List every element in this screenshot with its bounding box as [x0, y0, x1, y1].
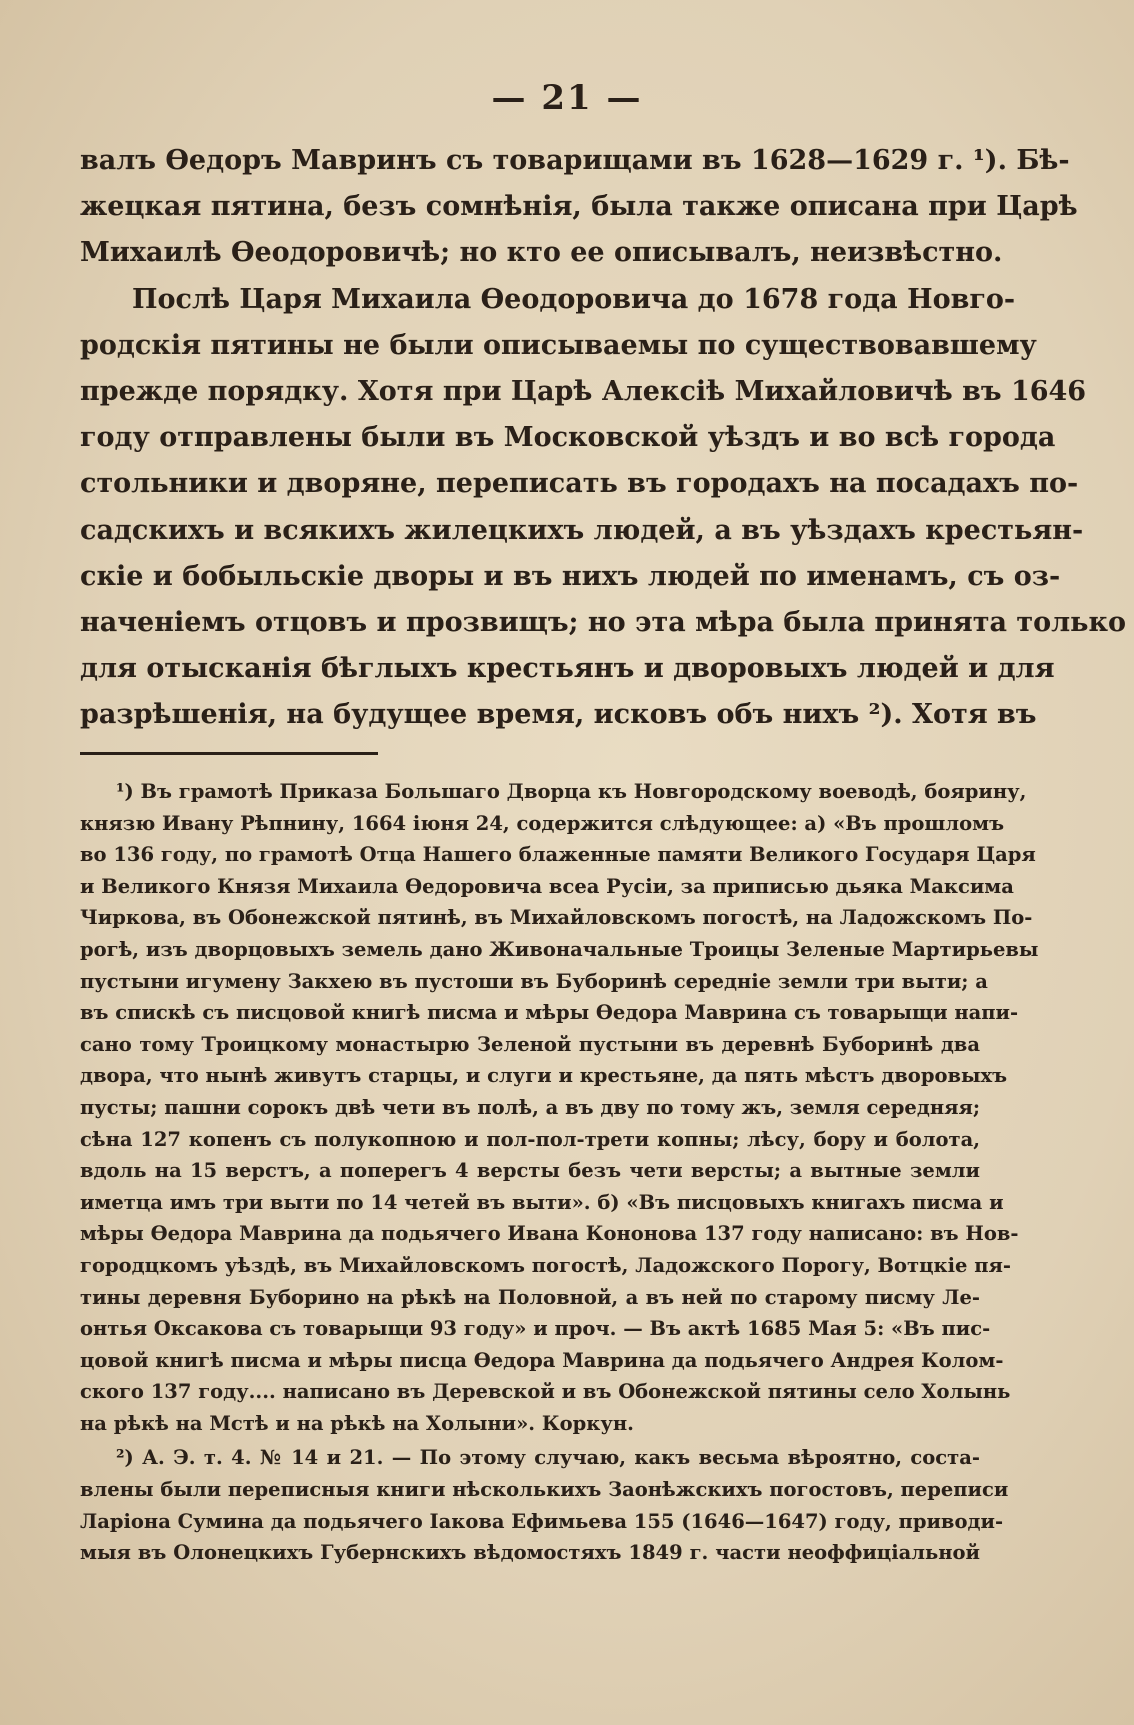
- footnote-line: двора, что нынѣ живутъ старцы, и слуги и крестьяне, да пять мѣстъ дворовыхъ: [80, 1064, 1008, 1088]
- footnote-line: цовой книгѣ писма и мѣры писца Өедора Маврина да подьячего Андрея Колом-: [80, 1348, 1004, 1372]
- footnote-line: сѣна 127 копенъ съ полукопною и пол-пол-трети копны; лѣсу, бору и болота,: [80, 1127, 980, 1151]
- text-line: Михаилѣ Өеодоровичѣ; но кто ее описывалъ, неизвѣстно.: [80, 237, 1003, 269]
- footnote-line: Чиркова, въ Обонежской пятинѣ, въ Михайловскомъ погостѣ, на Ладожскомъ По-: [80, 906, 1033, 930]
- footnote-line: ского 137 году.... написано въ Деревской и въ Обонежской пятины село Холынь: [80, 1380, 1011, 1404]
- main-text: [80, 138, 1126, 739]
- text-line: Послѣ Царя Михаила Өеодоровича до 1678 года Новго-: [132, 283, 1016, 315]
- footnote-1: [80, 776, 1039, 1439]
- text-line: для отысканія бѣглыхъ крестьянъ и дворовыхъ людей и для: [80, 653, 1055, 685]
- footnote-line: городцкомъ уѣздѣ, въ Михайловскомъ погостѣ, Ладожского Порогу, Вотцкіе пя-: [80, 1253, 1011, 1277]
- footnote-line: въ спискѣ съ писцовой книгѣ писма и мѣры Өедора Маврина съ товарыщи напи-: [80, 1001, 1019, 1025]
- text-line: скіе и бобыльскіе дворы и въ нихъ людей по именамъ, съ оз-: [80, 560, 1061, 592]
- text-line: прежде порядку. Хотя при Царѣ Алексіѣ Михайловичѣ въ 1646: [80, 376, 1087, 408]
- footnote-line: во 136 году, по грамотѣ Отца Нашего блаженные памяти Великого Государя Царя: [80, 843, 1036, 867]
- text-line: наченіемъ отцовъ и прозвищъ; но эта мѣра была принята только: [80, 607, 1126, 639]
- footnote-line: ¹) Въ грамотѣ Приказа Большаго Дворца къ Новгородскому воеводѣ, боярину,: [116, 780, 1027, 803]
- footnote-line: на рѣкѣ на Мстѣ и на рѣкѣ на Холыни». Коркун.: [80, 1411, 634, 1435]
- footnote-separator: [80, 752, 378, 755]
- text-line: родскія пятины не были описываемы по существовавшему: [80, 329, 1037, 361]
- text-line: стольники и дворяне, переписать въ городахъ на посадахъ по-: [80, 468, 1079, 500]
- footnote-line: мѣры Өедора Маврина да подьячего Ивана Кононова 137 году написано: въ Нов-: [80, 1222, 1019, 1246]
- footnote-line: пустыни игумену Закхею въ пустоши въ Буборинѣ середніе земли три выти; а: [80, 969, 988, 993]
- text-line: разрѣшенія, на будущее время, исковъ объ нихъ ²). Хотя въ: [80, 699, 1037, 731]
- footnote-line: мыя въ Олонецкихъ Губернскихъ вѣдомостяхъ 1849 г. части неоффиціальной: [80, 1541, 980, 1565]
- text-line: садскихъ и всякихъ жилецкихъ людей, а въ уѣздахъ крестьян-: [80, 514, 1084, 546]
- footnote-line: онтья Оксакова съ товарыщи 93 году» и проч. — Въ актѣ 1685 Мая 5: «Въ пис-: [80, 1317, 991, 1341]
- footnote-line: сано тому Троицкому монастырю Зеленой пустыни въ деревнѣ Буборинѣ два: [80, 1032, 980, 1056]
- footnote-line: иметца имъ три выти по 14 четей въ выти». б) «Въ писцовыхъ книгахъ писма и: [80, 1190, 1004, 1214]
- footnote-line: Ларіона Сумина да подьячего Іакова Ефимьева 155 (1646—1647) году, приводи-: [80, 1509, 1004, 1533]
- footnote-line: влены были переписныя книги нѣсколькихъ Заонѣжскихъ погостовъ, переписи: [80, 1478, 1009, 1502]
- footnote-line: пусты; пашни сорокъ двѣ чети въ полѣ, а въ дву по тому жъ, земля середняя;: [80, 1095, 981, 1119]
- text-line: году отправлены были въ Московской уѣздъ и во всѣ города: [80, 422, 1056, 454]
- footnote-line: рогѣ, изъ дворцовыхъ земель дано Живоначальные Троицы Зеленые Мартирьевы: [80, 937, 1039, 961]
- footnote-2: [80, 1442, 1009, 1568]
- footnote-line: князю Ивану Рѣпнину, 1664 іюня 24, содержится слѣдующее: а) «Въ прошломъ: [80, 811, 1005, 835]
- footnote-line: вдоль на 15 верстъ, а поперегъ 4 версты безъ чети версты; а вытные земли: [80, 1159, 980, 1183]
- footnote-line: и Великого Князя Михаила Өедоровича всеа Русіи, за приписью дьяка Максима: [80, 874, 1014, 898]
- page-number: — 21 —: [491, 78, 643, 118]
- footnotes: [80, 776, 1039, 1569]
- footnote-line: ²) А. Э. т. 4. № 14 и 21. — По этому случаю, какъ весьма вѣроятно, соста-: [116, 1446, 980, 1470]
- text-line: валъ Өедоръ Мавринъ съ товарищами въ 1628—1629 г. ¹). Бѣ-: [80, 145, 1070, 176]
- footnote-line: тины деревня Буборино на рѣкѣ на Половной, а въ ней по старому писму Ле-: [80, 1285, 980, 1309]
- text-line: жецкая пятина, безъ сомнѣнія, была также описана при Царѣ: [80, 191, 1078, 223]
